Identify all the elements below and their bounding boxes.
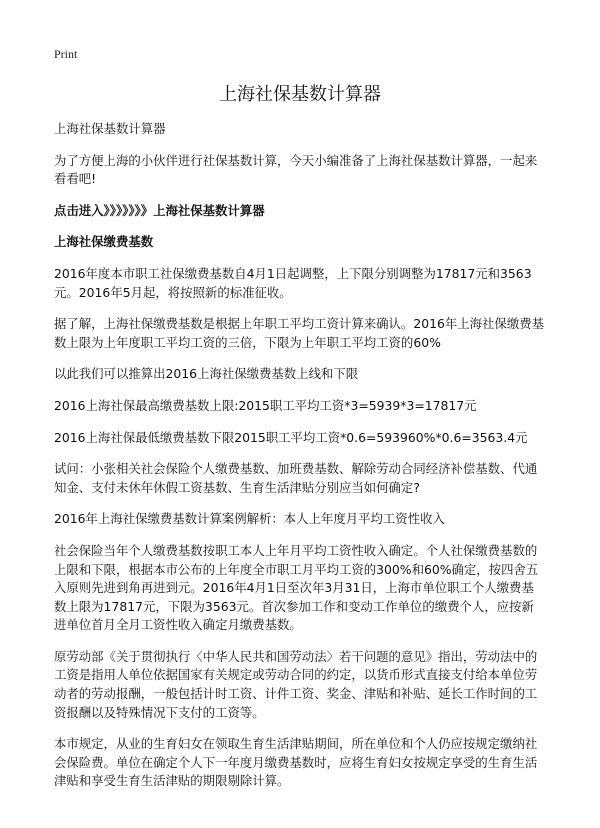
paragraph-lower-limit: 2016上海社保最低缴费基数下限2015职工平均工资*0.6=593960%*0.6=3563.4元	[54, 429, 528, 445]
section-heading: 上海社保缴费基数	[54, 234, 154, 250]
document-title: 上海社保基数计算器	[219, 84, 381, 105]
paragraph-inference: 以此我们可以推算出2016上海社保缴费基数上线和下限	[54, 366, 359, 382]
paragraph-question: 试问：小张相关社会保险个人缴费基数、加班费基数、解除劳动合同经济补偿基数、代通知金、支付未休年休假工资基数、生育生活津贴分别应当如何确定?	[54, 461, 538, 495]
paragraph-maternity-rule: 本市规定，从业的生育妇女在领取生育生活津贴期间，所在单位和个人仍应按规定缴纳社会保险费。单位在确定个人下一年度月缴费基数时，应将生育妇女按规定享受的生育生活津贴和享受生育生活津贴的期限剔除计算。	[54, 736, 538, 789]
paragraph-subtitle: 上海社保基数计算器	[54, 121, 166, 136]
paragraph-case-heading: 2016年上海社保缴费基数计算案例解析：本人上年度月平均工资性收入	[54, 511, 445, 527]
paragraph-adjustment: 2016年度本市职工社保缴费基数自4月1日起调整，上下限分别调整为17817元和3563元。2016年5月起，将按照新的标准征收。	[54, 265, 532, 300]
print-link[interactable]: Print	[54, 47, 78, 61]
paragraph-upper-limit: 2016上海社保最高缴费基数上限:2015职工平均工资*3=5939*3=17817元	[54, 397, 477, 413]
document-body	[54, 120, 546, 804]
paragraph-intro: 为了方便上海的小伙伴进行社保基数计算，今天小编准备了上海社保基数计算器，一起来看看吧!	[54, 152, 538, 187]
paragraph-insurance-rule: 社会保险当年个人缴费基数按职工本人上年月平均工资性收入确定。个人社保缴费基数的上限和下限，根据本市公布的上年度全市职工月平均工资的300%和60%确定，按四舍五入原则先进到角再进到元。2016年4月1日至次年3月31日，上海市单位职工个人缴费基数上限为17817元，下限为3563元。首次参加工作和变动工作单位的缴费个人，应按新进单位首月全月工资性收入确定月缴费基数。	[54, 542, 539, 633]
calculator-entry-link[interactable]: 点击进入》》》》》》》上海社保基数计算器	[54, 202, 265, 218]
paragraph-wage-definition: 原劳动部《关于贯彻执行〈中华人民共和国劳动法〉若干问题的意见》指出，劳动法中的工资是指用人单位依据国家有关规定或劳动合同的约定，以货币形式直接支付给本单位劳动者的劳动报酬，一般包括计时工资、计件工资、奖金、津贴和补贴、延长工作时间的工资报酬以及特殊情况下支付的工资等。	[54, 648, 538, 720]
paragraph-basis: 据了解，上海社保缴费基数是根据上年职工平均工资计算来确认。2016年上海社保缴费基数上限为上年度职工平均工资的三倍，下限为上年职工平均工资的60%	[54, 316, 544, 350]
